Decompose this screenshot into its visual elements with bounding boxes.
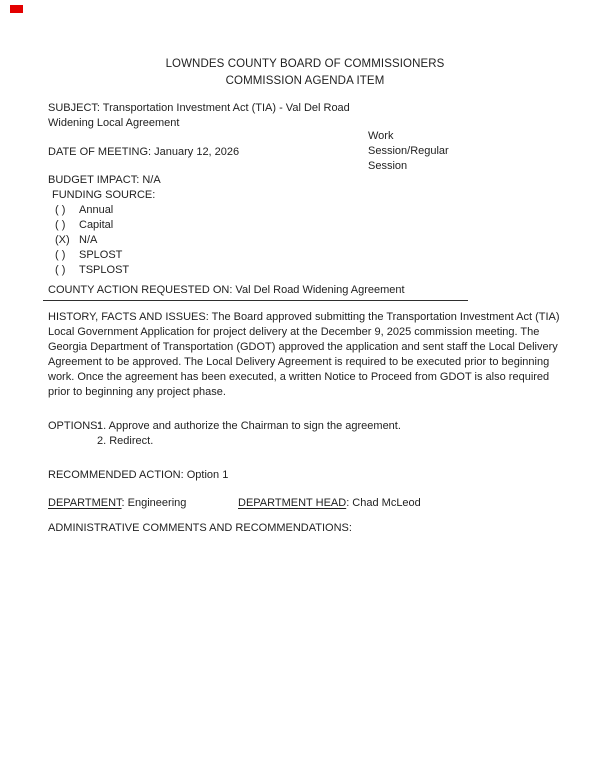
department-head-value: : Chad McLeod bbox=[346, 497, 421, 509]
department-value: : Engineering bbox=[121, 497, 187, 509]
department-head-field bbox=[238, 496, 421, 511]
funding-source-label: FUNDING SOURCE: bbox=[52, 189, 156, 201]
recommended-action-line: RECOMMENDED ACTION: Option 1 bbox=[48, 469, 229, 481]
funding-option-tsplost bbox=[48, 263, 562, 278]
meeting-date-line: DATE OF MEETING: January 12, 2026 bbox=[48, 146, 240, 158]
funding-source-list bbox=[48, 203, 562, 278]
session-type-block bbox=[368, 129, 488, 174]
option-item-2: 2. Redirect. bbox=[97, 435, 154, 447]
funding-option-annual bbox=[48, 203, 562, 218]
funding-option-capital bbox=[48, 218, 562, 233]
document-header bbox=[48, 56, 562, 90]
department-field bbox=[48, 496, 238, 511]
header-org-title: LOWNDES COUNTY BOARD OF COMMISSIONERS bbox=[165, 58, 445, 70]
funding-option-label: N/A bbox=[79, 234, 98, 246]
funding-checkbox-checked: (X) bbox=[55, 234, 70, 246]
funding-checkbox: ( ) bbox=[55, 264, 66, 276]
funding-option-splost bbox=[48, 248, 562, 263]
funding-option-label: TSPLOST bbox=[79, 264, 130, 276]
department-label: DEPARTMENT bbox=[48, 497, 122, 509]
funding-option-na bbox=[48, 233, 562, 248]
history-facts-paragraph: HISTORY, FACTS AND ISSUES: The Board approved submitting the Transportation Investment Act (TIA) Local Government Application for project delivery at the December 9, 2025 commission meeting. The Georgia Department of Transportation (GDOT) approved the application and sent staff the Local Delivery Agreement to be approved. The Local Delivery Agreement is required to be executed prior to beginning work. Once the agreement has been executed, a written Notice to Proceed from GDOT is also required prior to beginning any project phase. bbox=[48, 311, 560, 398]
county-action-text: COUNTY ACTION REQUESTED ON: Val Del Road Widening Agreement bbox=[43, 283, 468, 301]
budget-impact-line: BUDGET IMPACT: N/A bbox=[48, 174, 161, 186]
funding-option-label: Capital bbox=[79, 219, 114, 231]
funding-option-label: Annual bbox=[79, 204, 114, 216]
options-block bbox=[48, 419, 562, 449]
county-action-line bbox=[48, 283, 562, 301]
funding-checkbox: ( ) bbox=[55, 219, 66, 231]
session-line-1: Work bbox=[368, 130, 394, 142]
options-items bbox=[97, 419, 401, 449]
subject-line-1: SUBJECT: Transportation Investment Act (TIA) - Val Del Road bbox=[48, 102, 350, 114]
funding-checkbox: ( ) bbox=[55, 249, 66, 261]
document-content bbox=[48, 0, 562, 536]
red-corner-mark bbox=[10, 5, 23, 13]
funding-checkbox: ( ) bbox=[55, 204, 66, 216]
session-line-2: Session/Regular bbox=[368, 145, 449, 157]
department-row bbox=[48, 496, 562, 511]
option-item-1: 1. Approve and authorize the Chairman to sign the agreement. bbox=[97, 420, 401, 432]
funding-option-label: SPLOST bbox=[79, 249, 123, 261]
options-label: OPTIONS: bbox=[48, 420, 101, 432]
subject-block bbox=[48, 101, 388, 131]
department-head-label: DEPARTMENT HEAD bbox=[238, 497, 347, 509]
subject-line-2: Widening Local Agreement bbox=[48, 117, 180, 129]
session-line-3: Session bbox=[368, 160, 408, 172]
header-doc-type: COMMISSION AGENDA ITEM bbox=[225, 75, 385, 87]
admin-comments-line: ADMINISTRATIVE COMMENTS AND RECOMMENDATIONS: bbox=[48, 522, 352, 534]
